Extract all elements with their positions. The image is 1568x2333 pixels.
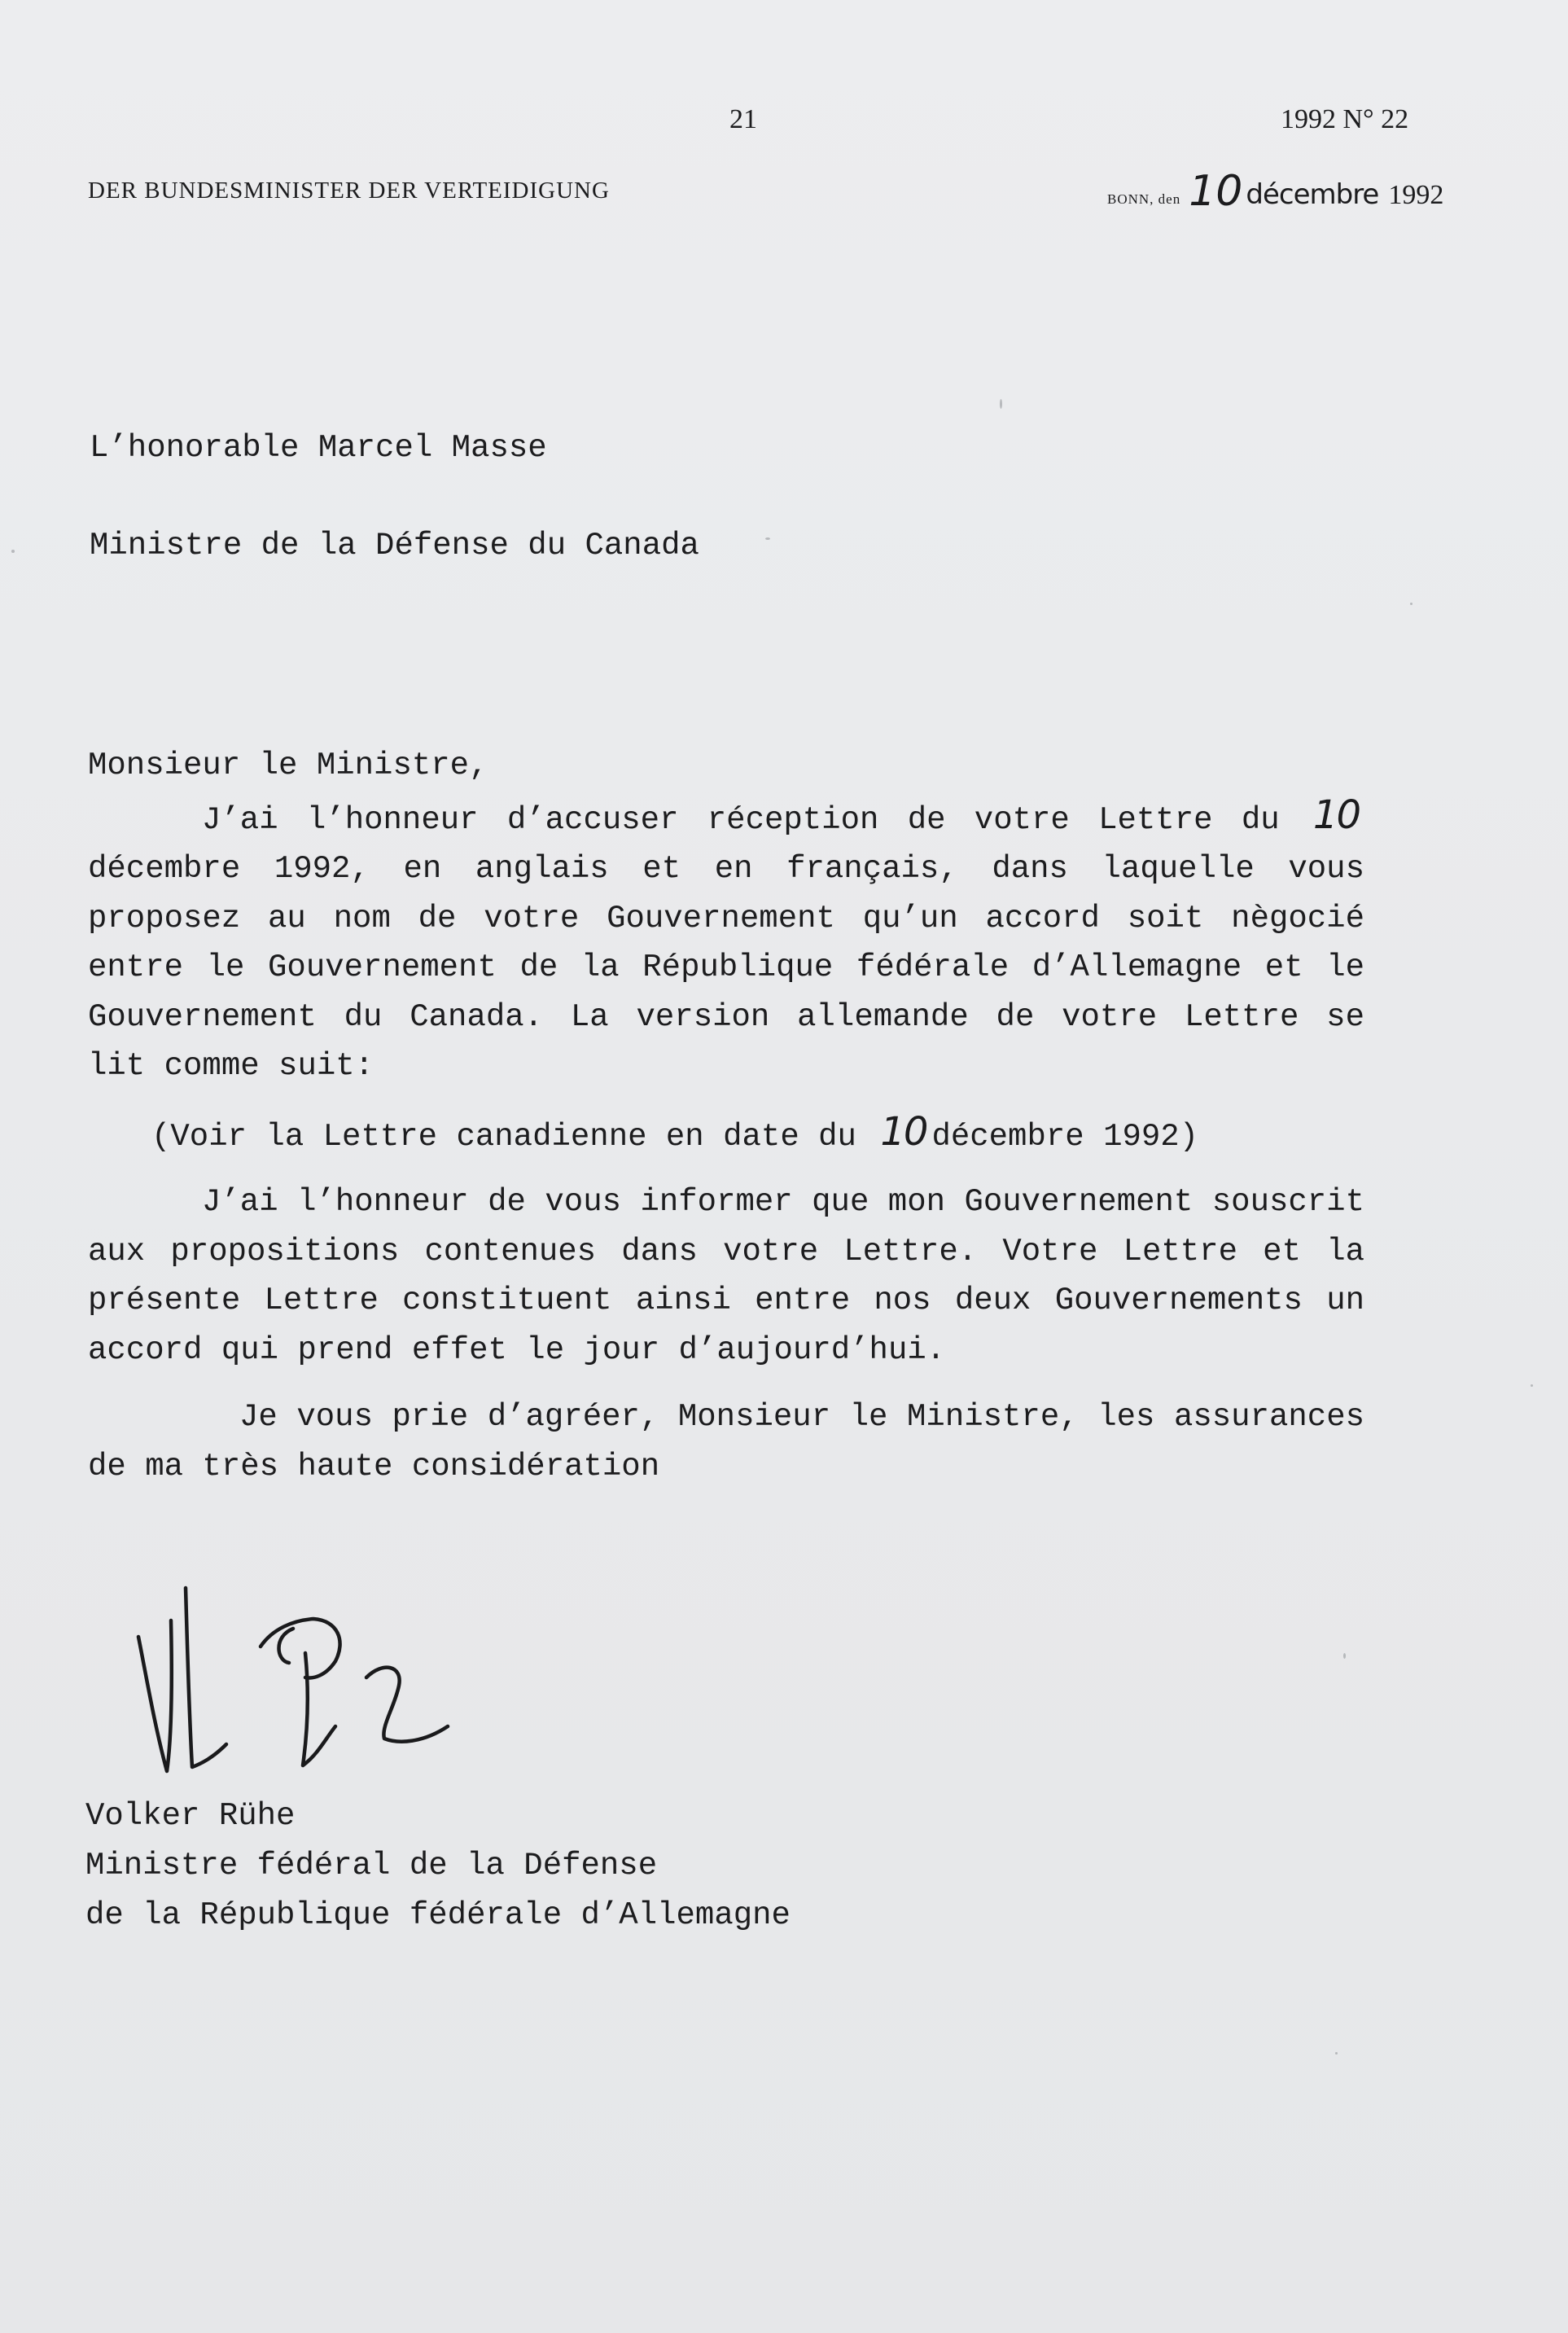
signatory-name: Volker Rühe	[85, 1798, 296, 1834]
quote-text-b: décembre 1992)	[931, 1118, 1199, 1155]
paragraph-agreement: J’ai l’honneur de vous informer que mon Gouvernement souscrit aux propositions contenues dans votre Lettre. Votre Lettre et la présente Lettre constituent ainsi entre nos deux Gouvernements un accord qui prend effet le jour d’aujourd’hui.	[88, 1184, 1364, 1368]
paper-speck	[1335, 2052, 1338, 2055]
place-label: BONN, den	[1107, 191, 1181, 207]
quote-text-a: (Voir la Lettre canadienne en date du	[151, 1118, 856, 1155]
paper-speck	[1410, 603, 1413, 605]
place-date	[1107, 167, 1443, 216]
signatory-title-1: Ministre fédéral de la Défense	[85, 1848, 658, 1884]
paper-speck	[11, 550, 15, 553]
addressee-block	[90, 366, 699, 627]
paragraph-closing: Je vous prie d’agréer, Monsieur le Ministre, les assurances de ma très haute considération	[88, 1399, 1364, 1484]
date-year: 1992	[1388, 180, 1444, 210]
paper-speck	[1531, 1384, 1533, 1387]
signatory-title-2: de la République fédérale d’Allemagne	[85, 1897, 791, 1933]
para1-text-b: décembre 1992, en anglais et en français, dans laquelle vous proposez au nom de votre Gouvernement qu’un accord soit nègocié entre le Gouvernement de la République fédérale d’Allemagne et le Gouvernement du Canada. La version allemande de votre Lettre se lit comme suit:	[88, 851, 1364, 1084]
handwritten-date-day: 10	[1189, 167, 1243, 216]
signature-image	[122, 1572, 513, 1783]
salutation: Monsieur le Ministre,	[88, 748, 488, 783]
para1-text-a: J’ai l’honneur d’accuser réception de votre Lettre du	[202, 801, 1280, 838]
page-number: 21	[729, 104, 757, 134]
letter-body	[88, 741, 1364, 1491]
letterhead: DER BUNDESMINISTER DER VERTEIDIGUNG	[88, 178, 610, 204]
quoted-reference	[88, 1107, 1364, 1162]
paper-speck	[1343, 1653, 1346, 1659]
handwritten-day-quote: 10	[880, 1108, 927, 1155]
paper-speck	[765, 537, 770, 540]
paper-speck	[1000, 399, 1002, 409]
addressee-name: L’honorable Marcel Masse	[90, 430, 547, 466]
date-month: décembre	[1246, 178, 1379, 211]
treaty-reference: 1992 N° 22	[1281, 104, 1409, 134]
paragraph-acknowledgement	[88, 791, 1364, 1091]
handwritten-day-para1: 10	[1312, 792, 1360, 838]
addressee-title: Ministre de la Défense du Canada	[90, 528, 699, 564]
signatory-block	[85, 1791, 791, 1941]
